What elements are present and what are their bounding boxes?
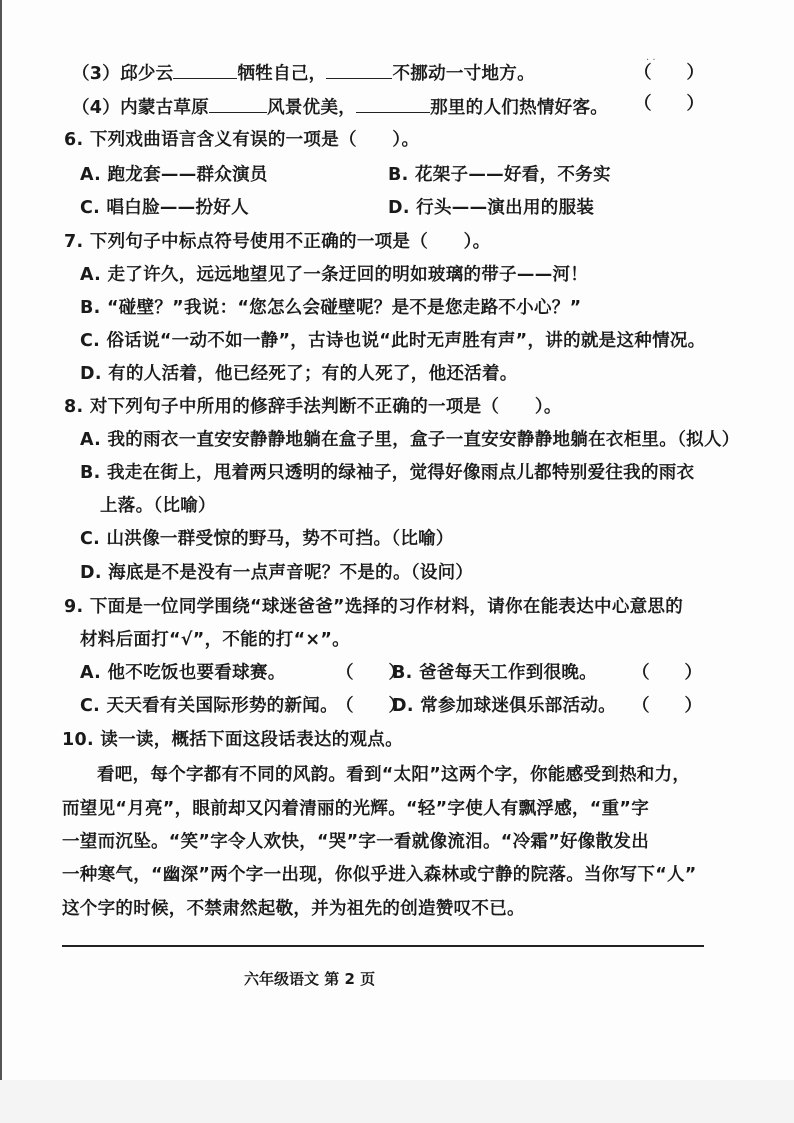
q7-option-c[interactable]: C. 俗话说“一动不如一静”，古诗也说“此时无声胜有声”，讲的就是这种情况。 [80,331,706,351]
q5-item-3-answer[interactable]: （ ） [634,63,704,83]
q5-item-3-before: （3）邱少云 [72,64,174,84]
q6-stem: 6. 下列戏曲语言含义有误的一项是（ ）。 [64,130,420,150]
q5-item-3-blank-2[interactable] [326,60,392,79]
q5-item-3-blank-1[interactable] [173,60,237,79]
q8-option-b-line-2[interactable]: 上落。（比喻） [100,496,216,516]
q7-option-a[interactable]: A. 走了许久，远远地望见了一条迂回的明如玻璃的带子——河！ [80,265,589,285]
q10-paragraph-line: 看吧，每个字都有不同的风韵。看到“太阳”这两个字，你能感受到热和力， [97,765,691,785]
scan-mark: · · [646,55,656,66]
q5-item-4 [72,94,608,121]
q5-item-4-before: （4）内蒙古草原 [72,98,210,118]
q8-option-a[interactable]: A. 我的雨衣一直安安静静地躺在盒子里，盒子一直安安静静地躺在衣柜里。（拟人） [80,430,740,450]
q9-option-b: B. 爸爸每天工作到很晚。 [392,663,597,683]
q9-option-d-answer[interactable]: （ ） [632,696,702,716]
q8-option-c[interactable]: C. 山洪像一群受惊的野马，势不可挡。（比喻） [80,529,454,549]
q5-item-4-blank-2[interactable] [356,94,430,113]
q5-item-3 [72,60,535,87]
q5-item-3-middle: 牺牲自己， [237,64,327,84]
q9-stem-line-1: 9. 下面是一位同学围绕“球迷爸爸”选择的习作材料，请你在能表达中心意思的 [64,597,684,617]
q10-paragraph-line: 这个字的时候，不禁肃然起敬，并为祖先的创造赞叹不已。 [62,899,525,919]
q9-option-c: C. 天天看有关国际形势的新闻。 [80,696,338,716]
q7-option-b[interactable]: B. “碰壁？”我说：“您怎么会碰壁呢？是不是您走路不小心？” [80,298,582,318]
q6-option-a[interactable]: A. 跑龙套——群众演员 [80,165,268,185]
q7-stem: 7. 下列句子中标点符号使用不正确的一项是（ ）。 [64,232,491,252]
q8-option-b-line-1[interactable]: B. 我走在街上，甩着两只透明的绿袖子，觉得好像雨点儿都特别爱往我的雨衣 [80,463,695,483]
q9-option-c-answer[interactable]: （ ） [336,696,406,716]
q6-option-b[interactable]: B. 花架子——好看，不务实 [388,165,611,185]
page-footer: 六年级语文 第 2 页 [244,970,376,988]
q5-item-4-answer[interactable]: （ ） [634,94,704,114]
q5-item-4-middle: 风景优美， [267,98,357,118]
q8-stem: 8. 对下列句子中所用的修辞手法判断不正确的一项是（ ）。 [64,397,562,417]
q9-stem-line-2: 材料后面打“√”，不能的打“×”。 [80,630,350,650]
q5-item-4-blank-1[interactable] [209,94,267,113]
q10-paragraph-line: 一种寒气，“幽深”两个字一出现，你似乎进入森林或宁静的院落。当你写下“人” [62,865,697,885]
q9-option-d: D. 常参加球迷俱乐部活动。 [392,696,616,716]
q5-item-4-after: 那里的人们热情好客。 [430,98,609,118]
q10-stem: 10. 读一读，概括下面这段话表达的观点。 [62,730,403,750]
scan-margin [0,1080,794,1123]
q10-paragraph-line: 一望而沉坠。“笑”字令人欢快，“哭”字一看就像流泪。“冷霜”好像散发出 [62,832,650,852]
q6-option-d[interactable]: D. 行头——演出用的服装 [388,198,595,218]
q7-option-d[interactable]: D. 有的人活着，他已经死了；有的人死了，他还活着。 [80,364,518,384]
footer-divider [62,945,704,947]
q10-paragraph-line: 而望见“月亮”，眼前却又闪着清丽的光辉。“轻”字使人有飘浮感，“重”字 [62,799,650,819]
q9-option-b-answer[interactable]: （ ） [632,663,702,683]
q8-option-d[interactable]: D. 海底是不是没有一点声音呢？不是的。（设问） [80,563,474,583]
page-edge [0,0,2,1080]
q5-item-3-after: 不挪动一寸地方。 [392,64,535,84]
q9-option-a-answer[interactable]: （ ） [336,663,406,683]
q9-option-a: A. 他不吃饭也要看球赛。 [80,663,286,683]
q6-option-c[interactable]: C. 唱白脸——扮好人 [80,198,249,218]
